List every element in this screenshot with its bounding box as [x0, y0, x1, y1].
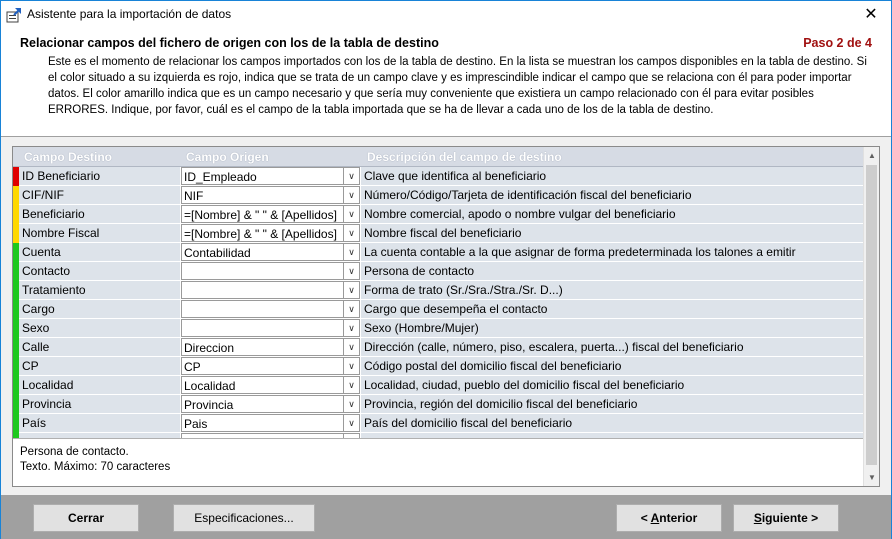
chevron-down-icon[interactable]: ∨ [344, 224, 360, 242]
origin-field-select[interactable]: CP [181, 357, 344, 375]
origin-field-select[interactable]: Pais [181, 414, 344, 432]
dest-field-cell: Calle [20, 338, 181, 356]
origin-field-select[interactable] [181, 300, 344, 318]
field-status-marker [13, 243, 19, 262]
field-status-marker [13, 205, 19, 224]
field-description-cell: Nombre comercial, apodo o nombre vulgar del beneficiario [360, 205, 865, 223]
dest-field-cell: País [20, 414, 181, 432]
grid-body [13, 167, 865, 438]
close-window-button[interactable]: ✕ [864, 6, 878, 23]
dest-field-cell: Provincia [20, 395, 181, 413]
chevron-down-icon[interactable]: ∨ [344, 205, 360, 223]
table-row[interactable] [13, 300, 865, 319]
field-description-cell: Sexo (Hombre/Mujer) [360, 319, 865, 337]
field-description-cell: La cuenta contable a la que asignar de forma predeterminada los talones a emitir [360, 243, 865, 261]
window-title: Asistente para la importación de datos [27, 7, 232, 21]
dest-field-cell: Sexo [20, 319, 181, 337]
dest-field-cell: CIF/NIF [20, 186, 181, 204]
next-button[interactable] [733, 504, 839, 532]
field-description-cell: País del domicilio fiscal del beneficiario [360, 414, 865, 432]
origin-field-select[interactable]: Direccion [181, 338, 344, 356]
dest-field-cell: Tratamiento [20, 281, 181, 299]
next-label: iguiente > [761, 511, 819, 525]
field-description-cell: Cargo que desempeña el contacto [360, 300, 865, 318]
chevron-down-icon[interactable]: ∨ [344, 414, 360, 432]
scroll-down-icon[interactable]: ▼ [868, 473, 876, 482]
chevron-down-icon[interactable]: ∨ [344, 395, 360, 413]
scroll-up-icon[interactable]: ▲ [868, 151, 876, 160]
field-status-marker [13, 338, 19, 357]
field-status-marker [13, 281, 19, 300]
chevron-down-icon[interactable]: ∨ [344, 167, 360, 185]
table-row[interactable] [13, 319, 865, 338]
chevron-down-icon[interactable]: ∨ [344, 376, 360, 394]
field-description-cell: Provincia, región del domicilio fiscal del beneficiario [360, 395, 865, 413]
chevron-down-icon[interactable]: ∨ [344, 243, 360, 261]
field-status-marker [13, 395, 19, 414]
origin-field-select[interactable]: Provincia [181, 395, 344, 413]
field-status-marker [13, 262, 19, 281]
previous-label: nterior [659, 511, 698, 525]
vertical-scrollbar[interactable] [863, 147, 879, 486]
chevron-down-icon[interactable]: ∨ [344, 262, 360, 280]
chevron-down-icon[interactable]: ∨ [344, 186, 360, 204]
table-row[interactable] [13, 167, 865, 186]
chevron-down-icon[interactable]: ∨ [344, 300, 360, 318]
chevron-down-icon[interactable]: ∨ [344, 338, 360, 356]
field-description-cell: Dirección (calle, número, piso, escalera, puerta...) fiscal del beneficiario [360, 338, 865, 356]
table-row[interactable] [13, 376, 865, 395]
table-row[interactable] [13, 281, 865, 300]
field-description-cell: Localidad, ciudad, pueblo del domicilio fiscal del beneficiario [360, 376, 865, 394]
dest-field-cell: CP [20, 357, 181, 375]
field-status-marker [13, 414, 19, 433]
next-mnemonic: S [753, 511, 762, 525]
chevron-down-icon[interactable]: ∨ [344, 319, 360, 337]
import-wizard-icon [6, 7, 22, 23]
chevron-down-icon[interactable]: ∨ [344, 357, 360, 375]
dest-field-cell: Contacto [20, 262, 181, 280]
dest-field-cell: Cargo [20, 300, 181, 318]
column-header-description: Descripción del campo de destino [367, 150, 562, 164]
field-info-line2: Texto. Máximo: 70 caracteres [20, 461, 171, 473]
origin-field-select[interactable]: Contabilidad [181, 243, 344, 261]
specifications-button[interactable]: Especificaciones... [173, 504, 315, 532]
origin-field-select[interactable]: ID_Empleado [181, 167, 344, 185]
previous-button[interactable] [616, 504, 722, 532]
field-status-marker [13, 167, 19, 186]
table-row[interactable] [13, 262, 865, 281]
field-status-marker [13, 357, 19, 376]
step-indicator: Paso 2 de 4 [803, 36, 872, 50]
origin-field-select[interactable]: =[Nombre] & " " & [Apellidos] [181, 205, 344, 223]
origin-field-select[interactable]: Localidad [181, 376, 344, 394]
grid-header [13, 147, 865, 167]
field-description-cell: Forma de trato (Sr./Sra./Stra./Sr. D...) [360, 281, 865, 299]
table-row[interactable] [13, 224, 865, 243]
origin-field-select[interactable] [181, 262, 344, 280]
table-row[interactable] [13, 205, 865, 224]
field-info-panel [13, 438, 865, 486]
dest-field-cell: Beneficiario [20, 205, 181, 223]
step-heading: Relacionar campos del fichero de origen con los de la tabla de destino [20, 36, 439, 50]
table-row[interactable] [13, 395, 865, 414]
table-row[interactable] [13, 243, 865, 262]
dest-field-cell: Nombre Fiscal [20, 224, 181, 242]
table-row[interactable] [13, 338, 865, 357]
field-description-cell: Número/Código/Tarjeta de identificación fiscal del beneficiario [360, 186, 865, 204]
field-description-cell: Código postal del domicilio fiscal del beneficiario [360, 357, 865, 375]
step-description: Este es el momento de relacionar los campos importados con los de la tabla de destino. En la lista se muestran los campos disponibles en la tabla de destino. Si el color situado a su izquierda es rojo, indica que se trata de un campo clave y es imprescindible indicar el campo que se relaciona con él para poder importar datos. El color amarillo indica que es un campo necesario y que sería muy conveniente que existiera un campo relacionado con él para evitar posibles ERRORES. Indique, por favor, cuál es el campo de la tabla importada que se ha de llevar a cada uno de los de la tabla de destino. [48, 56, 867, 116]
field-description-cell: Clave que identifica al beneficiario [360, 167, 865, 185]
field-status-marker [13, 319, 19, 338]
field-description-cell: Persona de contacto [360, 262, 865, 280]
wizard-header [1, 29, 891, 137]
table-row[interactable] [13, 186, 865, 205]
scroll-thumb[interactable] [866, 165, 877, 465]
dest-field-cell: ID Beneficiario [20, 167, 181, 185]
column-header-origin: Campo Origen [186, 150, 269, 164]
column-header-dest: Campo Destino [24, 150, 113, 164]
field-status-marker [13, 224, 19, 243]
field-status-marker [13, 186, 19, 205]
field-description-cell: Nombre fiscal del beneficiario [360, 224, 865, 242]
origin-field-select[interactable]: NIF [181, 186, 344, 204]
chevron-down-icon[interactable]: ∨ [344, 281, 360, 299]
field-status-marker [13, 376, 19, 395]
origin-field-select[interactable]: =[Nombre] & " " & [Apellidos] [181, 224, 344, 242]
table-row[interactable] [13, 357, 865, 376]
wizard-footer [1, 495, 891, 539]
field-status-marker [13, 300, 19, 319]
previous-mnemonic: A [650, 511, 660, 525]
field-info-line1: Persona de contacto. [20, 446, 129, 458]
close-button[interactable]: Cerrar [33, 504, 139, 532]
origin-field-select[interactable] [181, 319, 344, 337]
origin-field-select[interactable] [181, 281, 344, 299]
dest-field-cell: Cuenta [20, 243, 181, 261]
dest-field-cell: Localidad [20, 376, 181, 394]
table-row[interactable] [13, 414, 865, 433]
field-mapping-grid [12, 146, 880, 487]
previous-prefix: < [640, 511, 651, 525]
title-bar [1, 1, 891, 29]
